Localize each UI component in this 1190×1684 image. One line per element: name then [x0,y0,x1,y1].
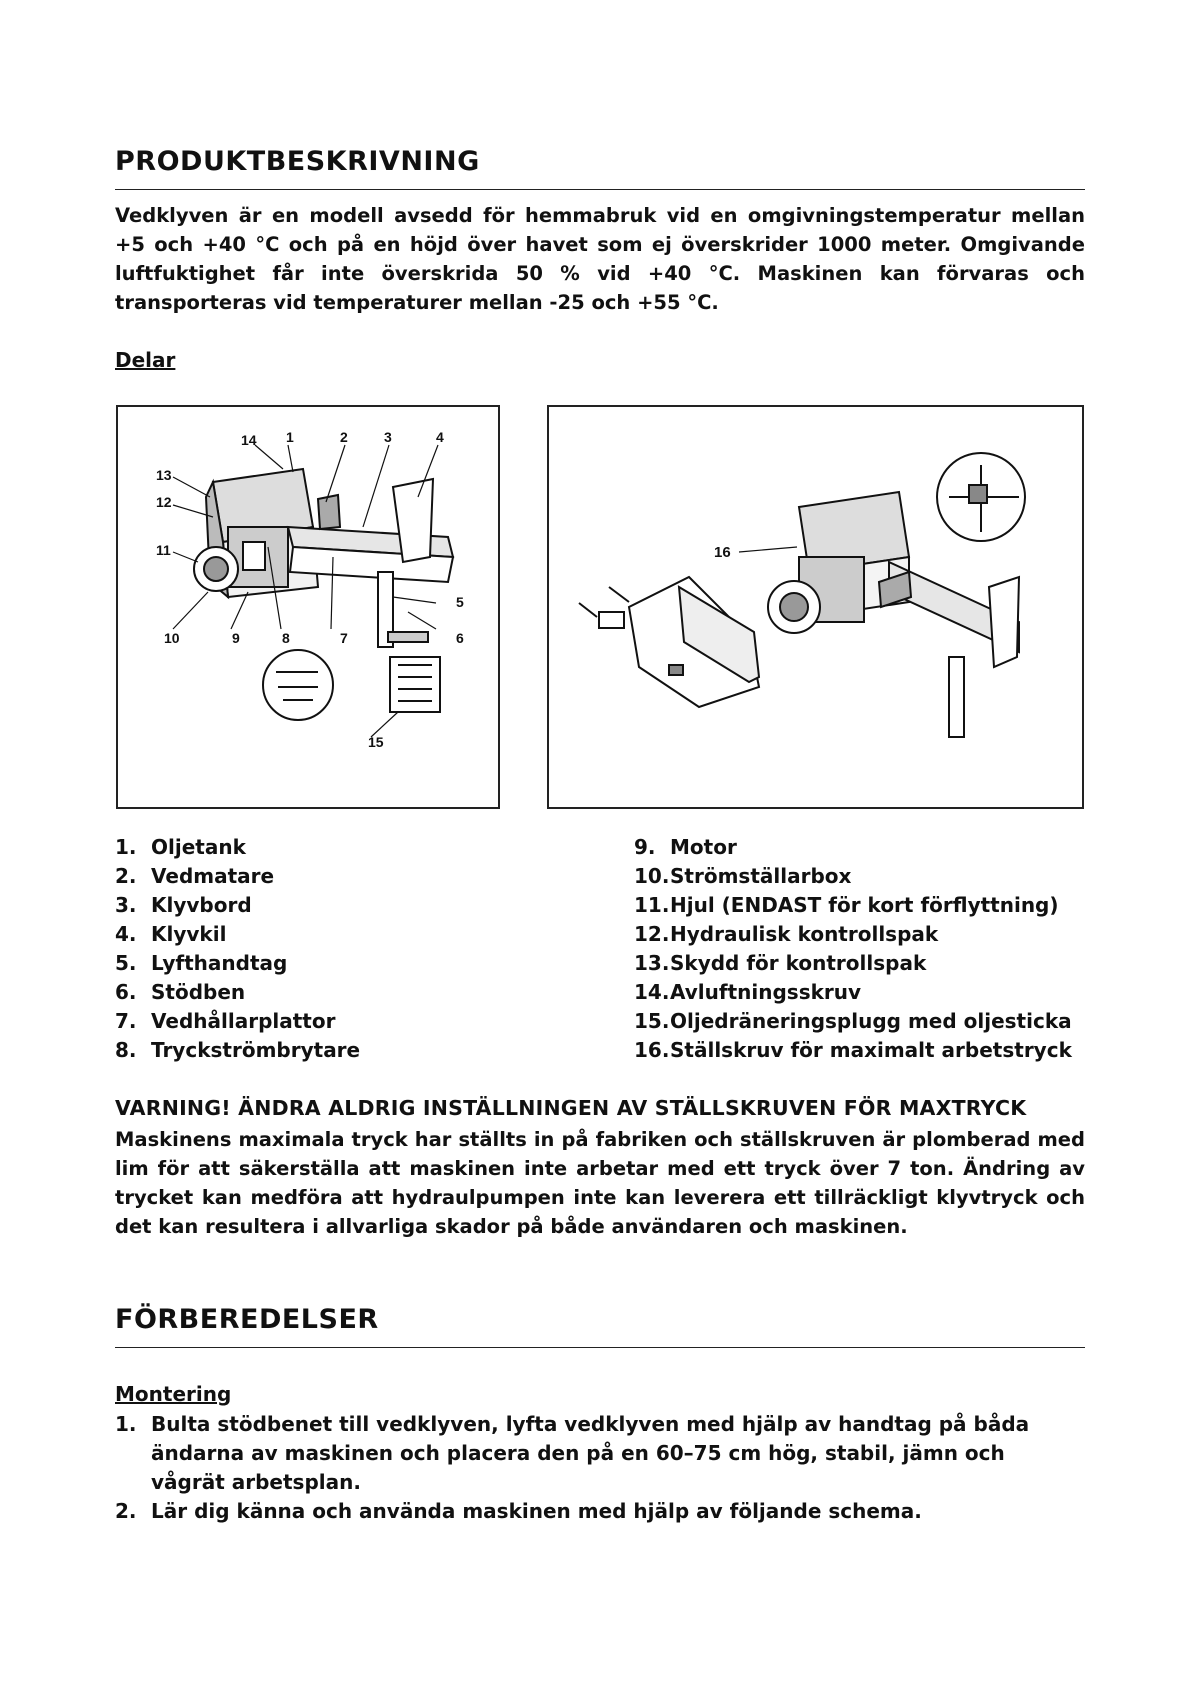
list-item: 3. Klyvbord [115,893,252,917]
diagram-label: 7 [340,630,348,646]
diagram-label: 11 [156,542,171,558]
list-item: 1. Oljetank [115,835,246,859]
list-item: 14. Avluftningsskruv [634,980,862,1004]
warning-heading: VARNING! ÄNDRA ALDRIG INSTÄLLNINGEN AV STÄLLSKRUVEN FÖR MAXTRYCK [115,1096,1027,1120]
diagram-label: 14 [241,432,257,448]
list-item: 15. Oljedräneringsplugg med oljesticka [634,1009,1072,1033]
parts-heading: Delar [115,348,176,372]
list-item: 7. Vedhållarplattor [115,1009,336,1033]
section-title-preparations: FÖRBEREDELSER [115,1304,379,1335]
list-item: 6. Stödben [115,980,246,1004]
diagram-label: 9 [232,630,240,646]
list-item: 13. Skydd för kontrollspak [634,951,927,975]
diagram-label: 15 [368,734,384,750]
warning-paragraph: Maskinens maximala tryck har ställts in på fabriken och ställskruven är plomberad med lim för att säkerställa att maskinen inte arbetar med ett tryck över 7 ton. Ändring av trycket kan medföra att hydraulpumpen inte kan leverera ett tillräckligt klyvtryck och det kan resultera i allvarliga skador på både användaren och maskinen. [115,1128,1085,1238]
intro-paragraph: Vedklyven är en modell avsedd för hemmabruk vid en omgivningstemperatur mellan +5 och +40 °C och på en höjd över havet som ej överskrider 1000 meter. Omgivande luftfuktighet får inte överskrida 50 % vid +40 °C. Maskinen kan förvaras och transporteras vid temperaturer mellan -25 och +55 °C. [115,204,1085,314]
list-item: 2. Vedmatare [115,864,275,888]
diagram-label: 6 [456,630,464,646]
log-splitter-front-illustration [118,407,498,807]
diagram-label: 13 [156,467,172,483]
diagram-label: 4 [436,429,444,445]
parts-list-right [634,833,1072,1065]
list-item: 1. Bulta stödbenet till vedklyven, lyfta vedklyven med hjälp av handtag på båda ändarna av maskinen och placera den på en 60–75 cm hög, stabil, jämn och vågrät arbetsplan. [115,1412,1030,1494]
section-title-product-description: PRODUKTBESKRIVNING [115,146,480,177]
list-item: 8. Tryckströmbrytare [115,1038,361,1062]
list-item: 5. Lyfthandtag [115,951,288,975]
parts-list-left [115,833,360,1065]
list-item: 16. Ställskruv för maximalt arbetstryck [634,1038,1072,1062]
diagram-label: 1 [286,429,294,445]
title-divider [115,1347,1085,1348]
diagram-label: 12 [156,494,172,510]
diagram-label: 16 [714,544,731,561]
parts-diagram-front [116,405,500,809]
diagram-label: 3 [384,429,392,445]
diagram-label: 5 [456,594,464,610]
diagram-label: 10 [164,630,180,646]
list-item: 9. Motor [634,835,737,859]
list-item: 2. Lär dig känna och använda maskinen med hjälp av följande schema. [115,1499,922,1523]
assembly-heading: Montering [115,1382,232,1406]
list-item: 4. Klyvkil [115,922,227,946]
list-item: 12. Hydraulisk kontrollspak [634,922,939,946]
parts-diagram-exploded [547,405,1084,809]
diagram-label: 2 [340,429,348,445]
title-divider [115,189,1085,190]
diagram-label: 8 [282,630,290,646]
log-splitter-exploded-illustration [549,407,1082,807]
assembly-steps [115,1410,1085,1526]
list-item: 10. Strömställarbox [634,864,852,888]
list-item: 11. Hjul (ENDAST för kort förflyttning) [634,893,1059,917]
